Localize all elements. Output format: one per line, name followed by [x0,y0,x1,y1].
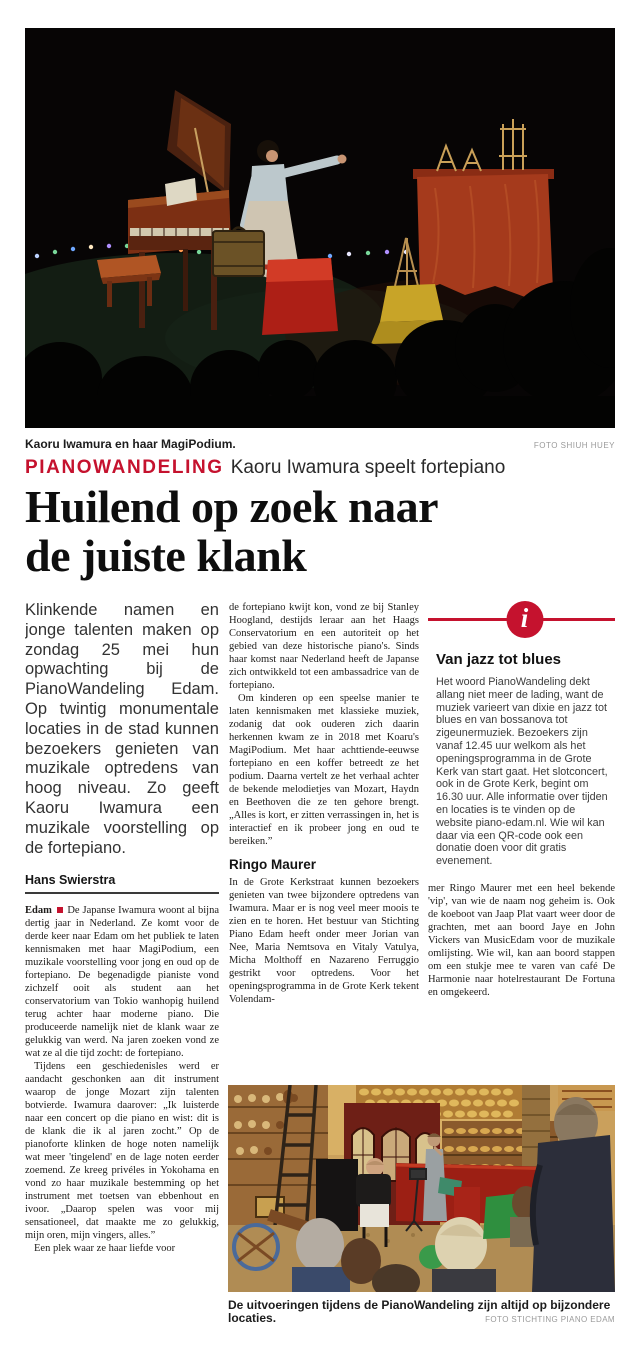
body-paragraph: Een plek waar ze haar liefde voor [34,1243,176,1255]
dateline-marker [57,907,64,914]
info-icon: i [506,601,543,638]
column-3 [428,601,615,1081]
body-paragraph: Tijdens een geschiedenisles werd er aandacht geschonken aan dit instrument waarop de jonge Mozart zijn talenten botvierde. Iwamura daarover: „Ik luisterde naar een concert op die piano en wist: dit is de klank die ik al jaren zocht.” Op de pianoforte klinken de hoge noten namelijk wat meer 'tingelend' en de lage noten eerder zoemend. Ze kreeg privéles in Yokohama en vond zo haar muzikale bestemming op het instrument met toetsen van ebbenhout en ivoor. „Daarop spelen was voor mij sensationeel, dat maakte me zo gelukkig, mijn oren, mijn vingers, alles.” [25,1061,219,1242]
body-paragraph: mer Ringo Maurer met een heel bekende 'vip', van wie de naam nog geheim is. Ook de koeboot van Jaap Plat vaart weer door de grachten, met aan boord Jaye en John Vickers van MusicEdam voor de muzikale omlijsting. Wie wil, kan aan boord stappen om een stukje mee te varen van café De Harmonie naar hotelrestaurant De Fortuna en omgekeerd. [428,882,615,998]
top-photo-credit: FOTO SHIUH HUEY [533,441,615,450]
stage-photo-illustration [25,28,615,428]
column-2 [229,601,419,1081]
body-paragraph: In de Grote Kerkstraat kunnen bezoekers genieten van twee bijzondere optredens van Iwamura. Maar er is nog veel meer moois te zien en te horen. Het bestuur van Stichting Piano Edam heeft onder meer Jorian van Nee, Maria Nemtsova en Vitaly Vatulya, Micha Molthoff en Nazareno Ferruggio gestrikt voor optredens. Voor het openingsprogramma in de Grote Kerk tekent Volendam- [229,877,419,1005]
stage-photo [25,28,615,428]
shop-concert-photo [228,1085,615,1292]
bottom-photo-caption: De uitvoeringen tijdens de PianoWandeling zijn altijd op bijzondere locaties. [228,1298,611,1325]
kicker-label: PIANOWANDELING [25,457,224,478]
byline: Hans Swierstra [25,873,219,894]
kicker [25,457,615,479]
shop-photo-illustration [228,1085,615,1292]
headline [25,482,615,580]
infobox-title: Van jazz tot blues [436,651,562,668]
kicker-title: Kaoru Iwamura speelt fortepiano [230,457,506,478]
column-1 [25,601,219,1333]
body-paragraph: Om kinderen op een speelse manier te laten kennismaken met klassieke muziek, zodanig dat ook ouderen zich daarin herkennen kwam ze in 2018 met Koaru's MagiPodium. Met haar achttiende-eeuwse fortepiano en een koffer betreedt ze het podium. Daarna vertelt ze het verhaal achter de bekende melodietjes van Mozart, Haydn en Beethoven die ze ten gehore brengt. „Alles is kort, er zitten verrassingen in, het is interactief en ik probeer jong en oud te bereiken.” [229,693,419,847]
body-paragraph: de fortepiano kwijt kon, vond ze bij Stanley Hoogland, destijds leraar aan het Haags Conservatorium en een autoriteit op het gebied van deze historische piano's. Sinds haar komst naar Nederland heeft de Japanse zich ontwikkeld tot een ambassadrice van de fortepiano. [229,602,419,691]
red-draped-box [262,258,338,335]
top-photo-caption-row [25,437,615,451]
paragraph-text: De Japanse Iwamura woont al bijna dertig jaar in Nederland. Ze komt voor de derde keer naar Edam om het publiek te laten kennismaken met haar MagiPodium, een muzikale voorstelling voor jong en oud op de fortepiano. De begenadigde pianiste vond zichzelf ooit als student aan het conservatorium van Tokio wanhopig huilend terug achter haar moderne piano. Die produceerde namelijk niet de klank waar ze gelukkig van werd. Na jaren zoeken vond ze wat ze al die tijd zocht: de fortepiano. [25,905,219,1060]
infobox-header [436,601,613,645]
suitcase [213,228,264,277]
body-paragraph [25,904,219,1060]
bottom-photo-credit: FOTO STICHTING PIANO EDAM [485,1315,615,1324]
infobox-body: Het woord PianoWandeling dekt allang niet meer de lading, want de muziek varieert van dixie en jazz tot blues en van bossanova tot zigeunermuziek. Bezoekers zijn vanaf 12.45 uur welkom als het openingsprogramma in de Grote Kerk van start gaat. Het slotconcert, ook in de Grote Kerk, begint om 16.30 uur. Alle informatie over tijden en locaties is te vinden op de website piano-edam.nl. Wie wil kan daar via een QR-code ook een donatie doen voor dit gratis evenement. [436,676,608,868]
subhead: Ringo Maurer [229,857,317,872]
headline-line2: de juiste klank [25,530,307,581]
top-photo-caption: Kaoru Iwamura en haar MagiPodium. [25,437,236,451]
dateline: Edam [25,905,52,917]
infobox [428,601,615,868]
headline-line1: Huilend op zoek naar [25,481,439,532]
standfirst: Klinkende namen en jonge talenten maken op zondag 25 mei hun opwachting bij de PianoWandeling Edam. Op twintig monumentale locaties in de stad kunnen bezoekers genieten van muzikale optredens van hoog niveau. Zo geeft Kaoru Iwamura een muzikale voorstelling op de fortepiano. [25,601,219,857]
